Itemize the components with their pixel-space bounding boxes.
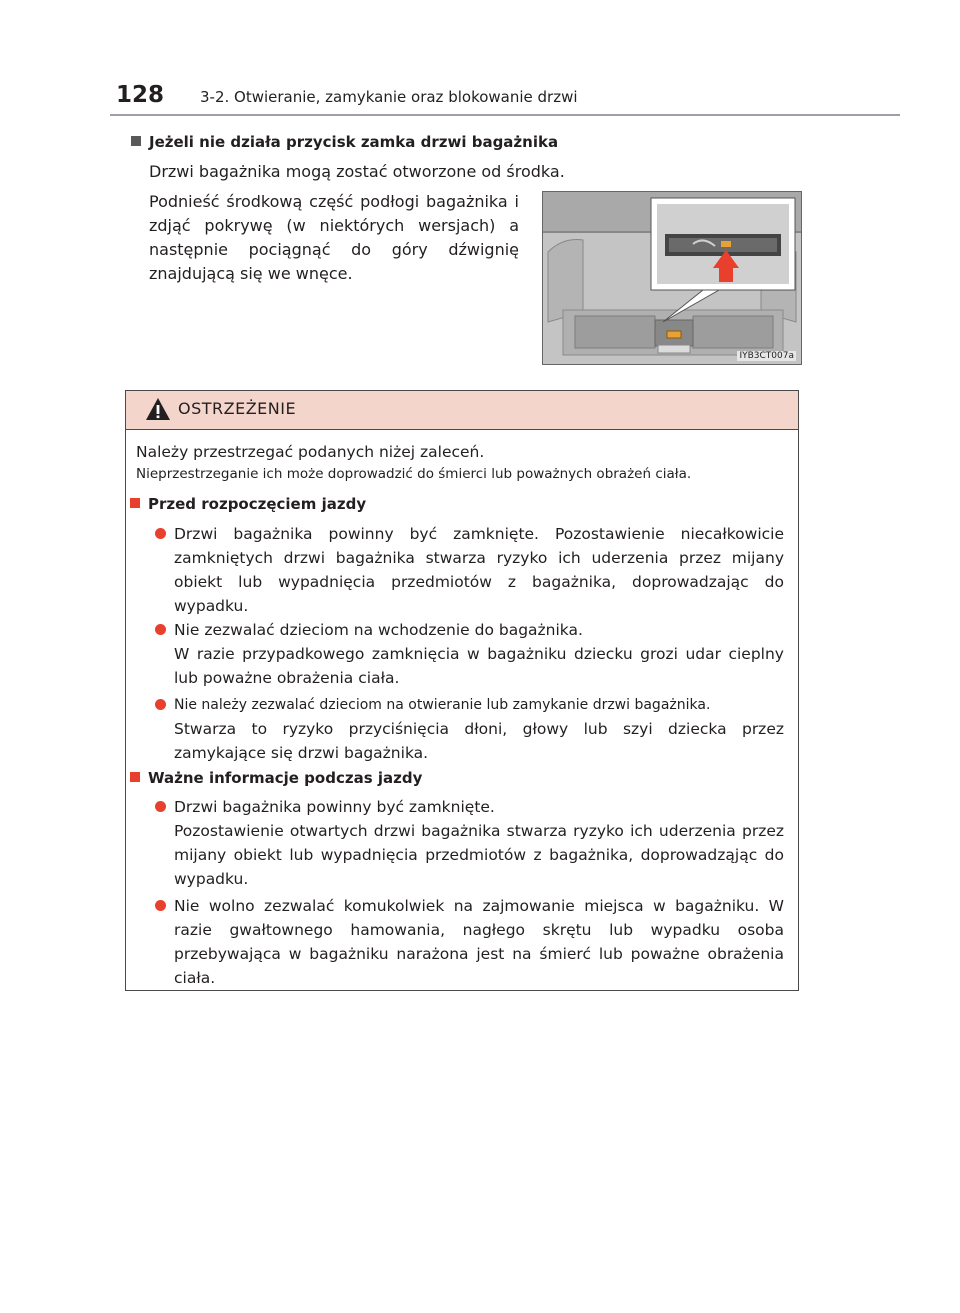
warning-intro: Należy przestrzegać podanych niżej zaleceń. <box>136 443 485 461</box>
trunk-interior-drawing <box>543 192 801 364</box>
list-item-text: Drzwi bagażnika powinny być zamknięte. Pozostawienie niecałkowicie zamkniętych drzwi bagażnika stwarza ryzyko ich uderzenia przez mijany obiekt lub wypadnięcia przedmiotów z bagażnika, doprowadzając do wypadku. <box>174 525 784 615</box>
section-intro-line: Drzwi bagażnika mogą zostać otworzone od środka. <box>149 162 565 181</box>
bullet-dot-icon <box>155 624 166 635</box>
list-item <box>174 618 784 690</box>
list-item-text: W razie przypadkowego zamknięcia w bagażniku dziecku grozi udar cieplny lub poważne obrażenia ciała. <box>174 645 784 687</box>
subheading-driving-info <box>130 769 422 787</box>
bullet-dot-icon <box>155 528 166 539</box>
list-item-text: Nie należy zezwalać dzieciom na otwieranie lub zamykanie drzwi bagażnika. <box>174 697 711 713</box>
warning-box <box>125 390 799 991</box>
warning-consequence: Nieprzestrzeganie ich może doprowadzić do śmierci lub poważnych obrażeń ciała. <box>136 466 692 482</box>
list-item-text: Stwarza to ryzyko przyciśnięcia dłoni, głowy lub szyi dziecka przez zamykające się drzwi bagażnika. <box>174 720 784 762</box>
page-number: 128 <box>116 82 165 108</box>
list-item-text: Pozostawienie otwartych drzwi bagażnika stwarza ryzyko ich uderzenia przez mijany obiekt lub wypadnięcia przedmiotów z bagażnika, doprowadząjąc do wypadku. <box>174 822 784 888</box>
trunk-lever-illustration <box>542 191 802 365</box>
section-heading-text: Jeżeli nie działa przycisk zamka drzwi bagażnika <box>149 133 559 151</box>
square-bullet-icon <box>130 772 140 782</box>
list-item-text: Nie wolno zezwalać komukolwiek na zajmowanie miejsca w bagażniku. W razie gwałtownego hamowania, nagłego skrętu lub wypadku osoba przebywająca w bagażniku narażona jest na śmierć lub poważne obrażenia ciała. <box>174 897 784 987</box>
warning-title: OSTRZEŻENIE <box>178 399 297 418</box>
section-paragraph: Podnieść środkową część podłogi bagażnika i zdjąć pokrywę (w niektórych wersjach) a następnie pociągnąć do góry dźwignię znajdującą się we wnęce. <box>149 192 519 283</box>
list-item <box>174 522 784 618</box>
header-divider <box>110 114 900 116</box>
list-item <box>174 693 784 765</box>
bullet-dot-icon <box>155 699 166 710</box>
section-heading <box>131 133 558 151</box>
list-item <box>174 894 784 990</box>
list-item-text: Drzwi bagażnika powinny być zamknięte. <box>174 798 495 816</box>
chapter-title: 3-2. Otwieranie, zamykanie oraz blokowanie drzwi <box>200 88 578 106</box>
bullet-dot-icon <box>155 801 166 812</box>
warning-header <box>126 391 798 430</box>
list-item-text: Nie zezwalać dzieciom na wchodzenie do bagażnika. <box>174 621 583 639</box>
square-bullet-icon <box>130 498 140 508</box>
subheading-before-driving <box>130 495 366 513</box>
subheading-text: Przed rozpoczęciem jazdy <box>148 495 367 513</box>
bullet-dot-icon <box>155 900 166 911</box>
warning-triangle-icon <box>144 396 172 422</box>
square-bullet-icon <box>131 136 141 146</box>
illustration-code: IYB3CT007a <box>739 351 794 361</box>
subheading-text: Ważne informacje podczas jazdy <box>148 769 423 787</box>
list-item <box>174 795 784 891</box>
page-header <box>110 82 900 118</box>
